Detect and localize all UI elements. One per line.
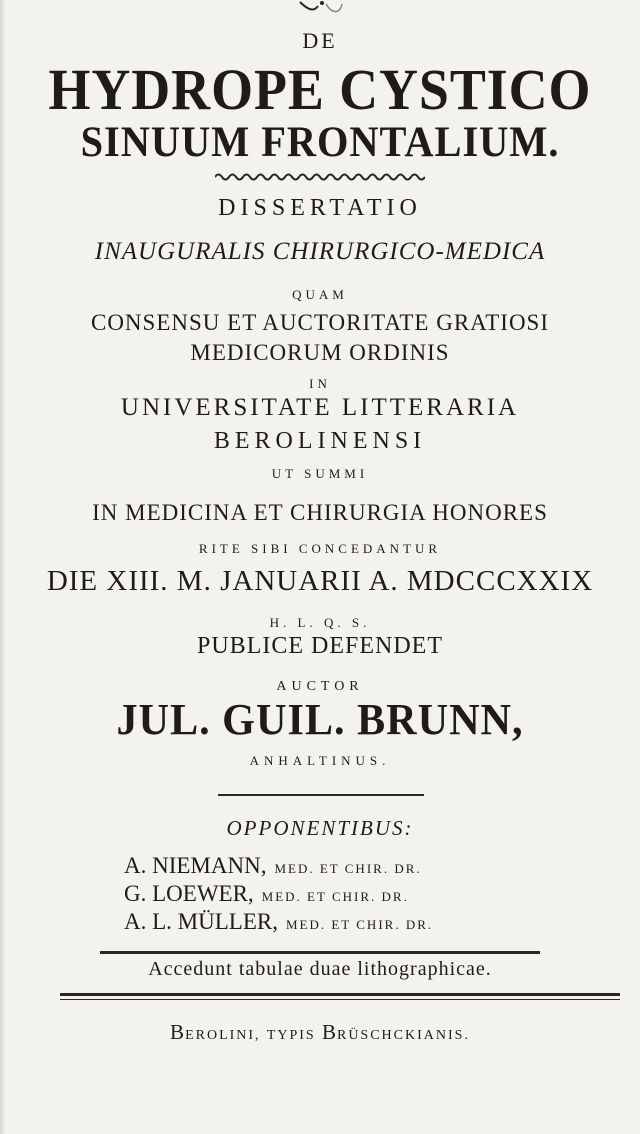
universitate-line: UNIVERSITATE LITTERARIA	[120, 394, 520, 421]
imprint-typis: TYPIS	[266, 1028, 316, 1043]
quam-line: QUAM	[292, 287, 348, 302]
rite-line: RITE SIBI CONCEDANTUR	[198, 541, 442, 556]
opponent-row	[124, 853, 422, 879]
printer-ornament-icon	[296, 0, 346, 22]
opponent-row	[124, 881, 409, 907]
title-main-line-1: HYDROPE CYSTICO	[48, 57, 592, 122]
imprint-line	[0, 1020, 640, 1045]
divider-rule	[218, 794, 424, 796]
wavy-rule-ornament	[215, 172, 425, 182]
imprint-city: EROLINI,	[185, 1028, 261, 1043]
opponent-title: MED. ET CHIR. DR.	[261, 889, 409, 904]
dissertatio-heading: DISSERTATIO	[218, 195, 422, 221]
dissertation-type: INAUGURALIS CHIRURGICO-MEDICA	[94, 238, 546, 265]
imprint-city-initial: B	[170, 1020, 186, 1044]
imprint-printer: RÜSCHCKIANIS.	[336, 1028, 470, 1043]
berolinensi-line: BEROLINENSI	[213, 428, 427, 454]
ut-summi-line: UT SUMMI	[271, 466, 369, 481]
title-main-line-2: SINUUM FRONTALIUM.	[80, 119, 560, 166]
double-rule-thin	[60, 999, 620, 1000]
opponent-row	[124, 909, 433, 935]
imprint-printer-initial: B	[321, 1020, 337, 1044]
author-name: JUL. GUIL. BRUNN,	[116, 695, 524, 744]
opponent-name: A. L. MÜLLER,	[124, 909, 278, 934]
double-rule-thick	[60, 993, 620, 996]
in-line: IN	[309, 376, 331, 391]
auctor-label: AUCTOR	[276, 679, 364, 694]
defense-date: DIE XIII. M. JANUARII A. MDCCCXXIX	[46, 565, 594, 597]
accedunt-note: Accedunt tabulae duae lithographicae.	[148, 958, 492, 980]
in-medicina-line: IN MEDICINA ET CHIRURGIA HONORES	[92, 500, 548, 525]
author-origin: ANHALTINUS.	[249, 753, 391, 768]
title-preposition: DE	[302, 28, 338, 53]
medicorum-line: MEDICORUM ORDINIS	[190, 340, 450, 365]
hlqs-line: H. L. Q. S.	[269, 615, 371, 630]
opponent-title: MED. ET CHIR. DR.	[285, 917, 434, 932]
opponent-title: MED. ET CHIR. DR.	[274, 861, 422, 876]
opponent-name: G. LOEWER,	[124, 881, 254, 906]
opponent-name: A. NIEMANN,	[124, 853, 267, 878]
publice-defendet-line: PUBLICE DEFENDET	[197, 633, 443, 659]
consensu-line: CONSENSU ET AUCTORITATE GRATIOSI	[90, 310, 550, 335]
opponentibus-heading: OPPONENTIBUS:	[226, 816, 414, 840]
divider-rule	[100, 951, 540, 954]
